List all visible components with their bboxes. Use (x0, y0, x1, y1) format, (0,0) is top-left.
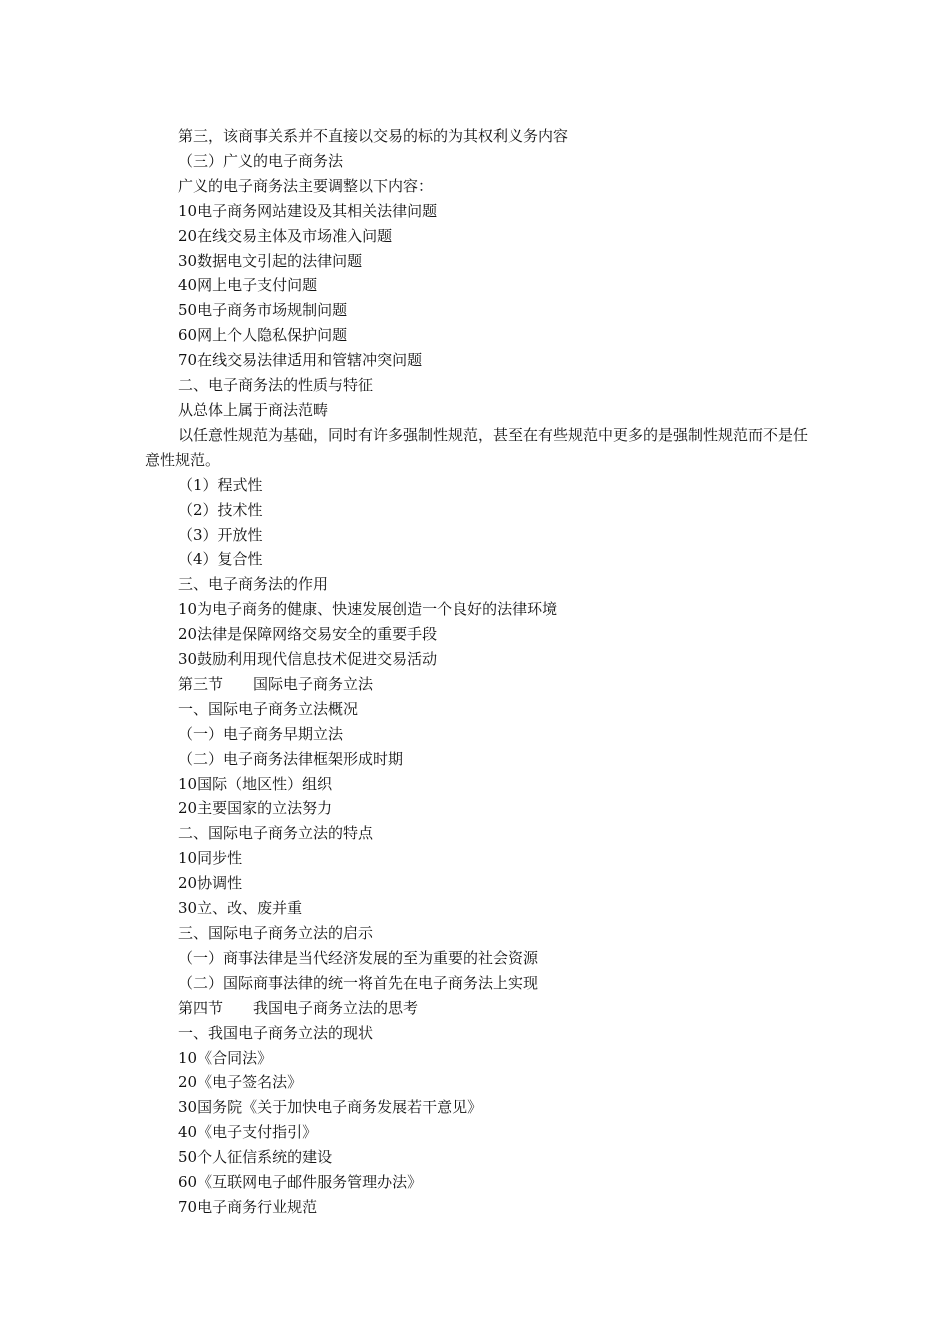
section-heading: 一、国际电子商务立法概况 (178, 699, 359, 718)
list-item: 20主要国家的立法努力 (178, 799, 333, 818)
section-heading: （三）广义的电子商务法 (178, 151, 344, 170)
paragraph: 广义的电子商务法主要调整以下内容： (178, 176, 434, 195)
list-item: （1）程式性 (178, 475, 263, 494)
paragraph: 从总体上属于商法范畴 (178, 400, 329, 419)
list-item: 70电子商务行业规范 (178, 1197, 318, 1216)
document-body (145, 124, 810, 1220)
list-item: （3）开放性 (178, 525, 263, 544)
list-item: 60网上个人隐私保护问题 (178, 326, 348, 345)
list-item: 10同步性 (178, 849, 243, 868)
chapter-heading: 第四节 我国电子商务立法的思考 (178, 998, 419, 1017)
list-item: 30鼓励利用现代信息技术促进交易活动 (178, 650, 438, 669)
section-heading: 一、我国电子商务立法的现状 (178, 1023, 374, 1042)
list-item: 10为电子商务的健康、快速发展创造一个良好的法律环境 (178, 600, 558, 619)
paragraph: 以任意性规范为基础，同时有许多强制性规范，甚至在有些规范中更多的是强制性规范而不是任意性规范。 (145, 425, 809, 469)
list-item: 10电子商务网站建设及其相关法律问题 (178, 201, 438, 220)
list-item: 10国际（地区性）组织 (178, 774, 333, 793)
subsection-heading: （一）电子商务早期立法 (178, 724, 344, 743)
list-item: 20法律是保障网络交易安全的重要手段 (178, 625, 438, 644)
chapter-heading: 第三节 国际电子商务立法 (178, 674, 374, 693)
section-heading: 二、国际电子商务立法的特点 (178, 824, 374, 843)
list-item: 30国务院《关于加快电子商务发展若干意见》 (178, 1098, 483, 1117)
list-item: 20协调性 (178, 874, 243, 893)
subsection-heading: （二）电子商务法律框架形成时期 (178, 749, 404, 768)
list-item: （4）复合性 (178, 550, 263, 569)
section-heading: 二、电子商务法的性质与特征 (178, 376, 374, 395)
list-item: 60《互联网电子邮件服务管理办法》 (178, 1173, 423, 1192)
section-heading: 三、国际电子商务立法的启示 (178, 924, 374, 942)
list-item: 20《电子签名法》 (178, 1073, 303, 1092)
list-item: 30立、改、废并重 (178, 899, 303, 918)
paragraph: 第三，该商事关系并不直接以交易的标的为其权利义务内容 (178, 127, 569, 145)
subsection-heading: （一）商事法律是当代经济发展的至为重要的社会资源 (178, 948, 539, 967)
subsection-heading: （二）国际商事法律的统一将首先在电子商务法上实现 (178, 973, 539, 992)
section-heading: 三、电子商务法的作用 (178, 575, 329, 594)
list-item: 40网上电子支付问题 (178, 276, 318, 295)
list-item: （2）技术性 (178, 500, 263, 519)
list-item: 40《电子支付指引》 (178, 1123, 318, 1142)
list-item: 70在线交易法律适用和管辖冲突问题 (178, 351, 423, 370)
list-item: 50个人征信系统的建设 (178, 1148, 333, 1167)
list-item: 20在线交易主体及市场准入问题 (178, 226, 393, 245)
list-item: 50电子商务市场规制问题 (178, 301, 348, 320)
list-item: 30数据电文引起的法律问题 (178, 251, 363, 270)
list-item: 10《合同法》 (178, 1048, 273, 1067)
